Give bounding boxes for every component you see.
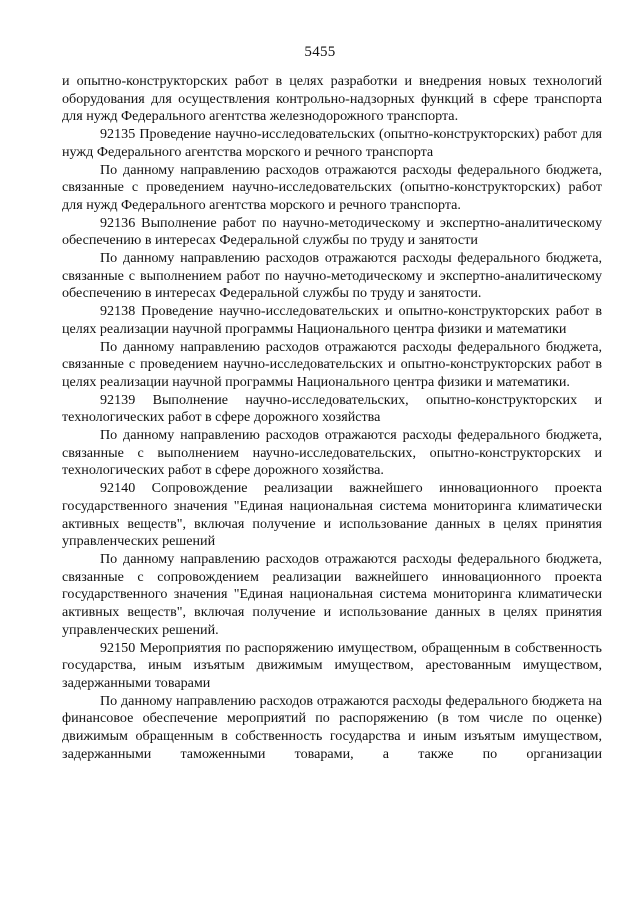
paragraph-heading-92135: 92135 Проведение научно-исследовательских (опытно-конструкторских) работ для нужд Федерального агентства морского и речного транспорта	[62, 126, 602, 160]
paragraph-text-92150: По данному направлению расходов отражаются расходы федерального бюджета на финансовое обеспечение мероприятий по распоряжению (в том числе по оценке) движимым обращенным в собственность государства и иным изъятым имуществом, задержанными таможенными товарами, а также по организации	[62, 692, 602, 762]
paragraph-text-92140: По данному направлению расходов отражаются расходы федерального бюджета, связанные с сопровождением реализации важнейшего инновационного проекта государственного значения "Единая национальная система мониторинга климатически активных веществ", включая получение и использование данных в целях принятия управленческих решений.	[62, 550, 602, 638]
paragraph-text-92136: По данному направлению расходов отражаются расходы федерального бюджета, связанные с выполнением работ по научно-методическому и экспертно-аналитическому обеспечению в интересах Федеральной службы по труду и занятости.	[62, 250, 602, 302]
paragraph-heading-92138: 92138 Проведение научно-исследовательских и опытно-конструкторских работ в целях реализации научной программы Национального центра физики и математики	[62, 303, 602, 337]
paragraph-heading-92140: 92140 Сопровождение реализации важнейшего инновационного проекта государственного значения "Единая национальная система мониторинга климатически активных веществ", включая получение и использование данных в целях принятия управленческих решений	[62, 480, 602, 550]
paragraph-heading-92150: 92150 Мероприятия по распоряжению имуществом, обращенным в собственность государства, иным изъятым движимым имуществом, арестованным имуществом, задержанными товарами	[62, 639, 602, 691]
page-number: 5455	[304, 44, 336, 60]
paragraph-heading-92139: 92139 Выполнение научно-исследовательских, опытно-конструкторских и технологических работ в сфере дорожного хозяйства	[62, 391, 602, 426]
paragraph-heading-92136: 92136 Выполнение работ по научно-методическому и экспертно-аналитическому обеспечению в интересах Федеральной службы по труду и занятости	[62, 214, 602, 249]
document-body	[62, 73, 602, 763]
paragraph-continuation: и опытно-конструкторских работ в целях разработки и внедрения новых технологий оборудования для осуществления контрольно-надзорных функций в сфере транспорта для нужд Федерального агентства железнодорожного транспорта.	[62, 73, 602, 125]
paragraph-text-92138: По данному направлению расходов отражаются расходы федерального бюджета, связанные с проведением научно-исследовательских и опытно-конструкторских работ в целях реализации научной программы Национального центра физики и математики.	[62, 338, 602, 390]
paragraph-text-92135: По данному направлению расходов отражаются расходы федерального бюджета, связанные с проведением научно-исследовательских (опытно-конструкторских) работ для нужд Федерального агентства морского и речного транспорта.	[62, 161, 602, 213]
paragraph-text-92139: По данному направлению расходов отражаются расходы федерального бюджета, связанные с выполнением научно-исследовательских, опытно-конструкторских и технологических работ в сфере дорожного хозяйства.	[62, 427, 602, 479]
